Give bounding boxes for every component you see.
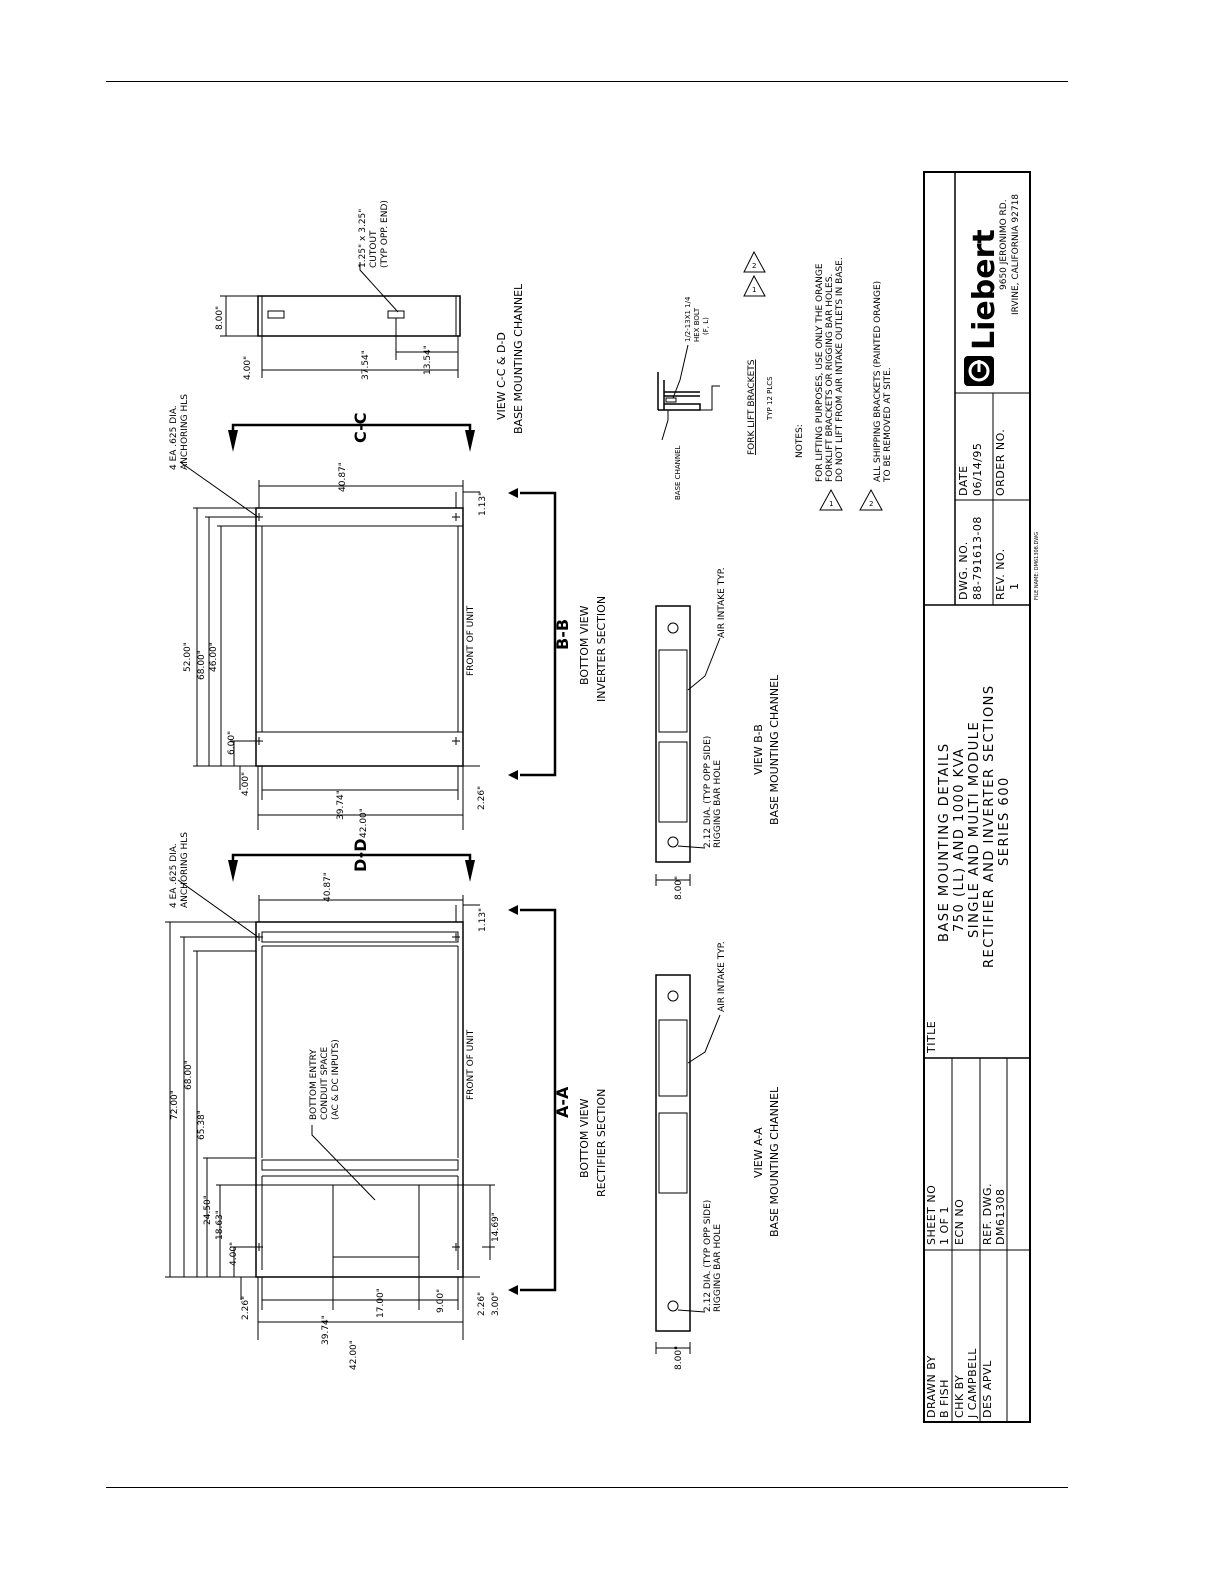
view-cc-subtitle: BASE MOUNTING CHANNEL [512,283,525,434]
view-aa [656,941,781,1370]
cutout-label-3: (TYP OPP. END) [380,200,390,268]
conduit-space [333,1185,419,1257]
company-address-1: 9650 JERONIMO RD. [999,199,1009,290]
aa-air-label: AIR INTAKE TYP. [717,941,727,1012]
inv-dim-52: 52.00" [183,642,193,672]
notes-heading: NOTES: [795,424,805,458]
inv-dim-400: 4.00" [241,771,251,796]
rect-view-subtitle: RECTIFIER SECTION [595,1088,608,1197]
fork-tri-1: 1 [752,286,757,294]
anchor-label-inv-2: ANCHORING HLS [180,394,190,470]
anchor-label-inv-1: 4 EA .625 DIA. [169,405,179,470]
cc-dim-3754: 37.54" [361,350,371,380]
drawn-by-label: DRAWN BY [925,1355,938,1418]
rev-no-label: REV. NO. [994,548,1007,600]
section-line-cc [228,413,475,453]
bolt-label-3: (F, L) [702,317,710,335]
inv-dim-68: 68.00" [197,650,207,680]
liebert-logo [964,194,1021,386]
inv-dim-46: 46.00" [209,642,219,672]
inv-view-title: BOTTOM VIEW [578,605,591,685]
chk-by-value: J CAMPBELL [966,1348,979,1418]
view-cc-dd [215,200,525,434]
bolt-label-1: 1/2-13X1 1/4 [684,296,692,342]
cc-dim-800: 8.00" [215,305,225,330]
bb-air-label: AIR INTAKE TYP. [717,567,727,638]
note-1-line-2: FORKLIFT BRACKETS OR RIGGING BAR HOLES. [825,273,835,482]
view-aa-title: VIEW A-A [752,1127,765,1178]
air-intake-bb-2 [659,742,687,822]
rigging-hole-aa-2 [668,1301,678,1311]
rect-view-title: BOTTOM VIEW [578,1098,591,1178]
dim-1469: 14.69" [491,1212,501,1242]
dim-72: 72.00" [170,1090,180,1120]
dim-300: 3.00" [491,1291,501,1316]
anchor-label-rect-1: 4 EA .625 DIA. [169,843,179,908]
fork-tri-2: 2 [752,262,757,270]
inv-dim-113: 1.13" [478,491,488,516]
dwg-no-value: 88-791613-08 [971,516,984,600]
company-address-2: IRVINE, CALIFORNIA 92718 [1011,193,1021,315]
title-line-2: 750 (LL) AND 1000 KVA [952,747,967,932]
sheet-no-value: 1 OF 1 [938,1206,951,1245]
sheet-no-label: SHEET NO [925,1184,938,1245]
dim-1700: 17.00" [376,1288,386,1318]
dim-3974: 39.74" [321,1315,331,1345]
view-bb-title: VIEW B-B [752,724,765,775]
des-apvl-label: DES APVL [981,1360,994,1418]
drawn-by-value: B FISH [938,1379,951,1418]
fork-lift-detail [658,252,774,500]
aa-rig-label-2: RIGGING BAR HOLE [713,1223,723,1312]
chk-by-label: CHK BY [953,1374,966,1418]
bb-rig-label-1: 2.12 DIA. (TYP OPP SIDE) [703,735,713,848]
dim-226-left: 2.26" [241,1295,251,1320]
air-intake-bb-1 [659,650,687,732]
dim-4200: 42.00" [349,1340,359,1370]
front-of-unit-rect: FRONT OF UNIT [466,1029,476,1100]
aa-rig-label-1: 2.12 DIA. (TYP OPP SIDE) [703,1199,713,1312]
section-label-aa: A-A [553,1086,572,1118]
title-line-1: BASE MOUNTING DETAILS [937,742,952,942]
bb-dim-800: 8.00" [674,875,684,900]
conduit-label-1: BOTTOM ENTRY [309,1049,319,1120]
inv-dim-226: 2.26" [477,785,487,810]
fork-lift-title: FORK LIFT BRACKETS [747,359,757,455]
note-1-line-3: DO NOT LIFT FROM AIR INTAKE OUTLETS IN BASE. [835,257,845,482]
front-of-unit-inv: FRONT OF UNIT [466,605,476,676]
inverter-bottom-view [169,394,608,838]
date-label: DATE [957,465,970,496]
dim-900: 9.00" [436,1288,446,1313]
air-intake-aa-1 [659,1020,687,1096]
dim-4087-rect: 40.87" [323,872,333,902]
section-line-bb [508,488,572,780]
title-label: TITLE [925,1020,938,1053]
aa-dim-800: 8.00" [674,1345,684,1370]
cc-dim-400: 4.00" [243,355,253,380]
inv-view-subtitle: INVERTER SECTION [595,595,608,702]
ref-dwg-label: REF. DWG. [981,1182,994,1245]
dwg-no-label: DWG. NO. [957,541,970,600]
anchor-label-rect-2: ANCHORING HLS [180,832,190,908]
view-aa-subtitle: BASE MOUNTING CHANNEL [768,1086,781,1237]
inv-dim-4087: 40.87" [338,462,348,492]
dim-6538: 65.38" [197,1110,207,1140]
dim-226-right: 2.26" [477,1291,487,1316]
bb-rig-label-2: RIGGING BAR HOLE [713,759,723,848]
view-bb [656,567,781,900]
section-line-aa [508,905,572,1295]
rigging-hole-aa-1 [668,991,678,1001]
ecn-no-label: ECN NO [953,1198,966,1245]
section-label-dd: D-D [351,838,370,872]
section-label-bb: B-B [553,618,572,650]
note-2-line-2: TO BE REMOVED AT SITE. [883,367,893,482]
inv-dim-3974: 39.74" [336,790,346,820]
cutout-2 [388,311,404,318]
section-line-dd [228,839,475,883]
view-cc-title: VIEW C-C & D-D [495,332,508,420]
title-line-4: RECTIFIER AND INVERTER SECTIONS [982,684,997,968]
note-1-number: 1 [829,500,834,508]
dim-1863: 18.63" [215,1210,225,1240]
base-channel-label: BASE CHANNEL [674,445,682,500]
company-name: Liebert [967,229,1002,350]
note-2-line-1: ALL SHIPPING BRACKETS (PAINTED ORANGE) [873,280,883,482]
title-line-5: SERIES 600 [997,776,1012,866]
order-no-label: ORDER NO. [994,428,1007,496]
cc-dim-1354: 13.54" [423,345,433,375]
view-bb-subtitle: BASE MOUNTING CHANNEL [768,674,781,825]
conduit-label-2: CONDUIT SPACE [320,1046,330,1120]
bolt-label-2: HEX BOLT [693,307,701,342]
dim-2450: 24.50" [203,1195,213,1225]
fork-lift-typ: TYP 12 PLCS [766,376,774,420]
note-2-number: 2 [869,500,874,508]
note-1-line-1: FOR LIFTING PURPOSES, USE ONLY THE ORANGE [815,263,825,482]
rigging-hole-bb-1 [668,623,678,633]
dim-68: 68.00" [184,1060,194,1090]
inv-dim-600: 6.00" [227,730,237,755]
cutout-1 [268,311,284,318]
cutout-label-2: CUTOUT [369,230,379,268]
notes [795,257,893,510]
cutout-label-1: 1.25" x 3.25" [358,208,368,268]
section-label-cc: C-C [351,412,370,443]
air-intake-aa-2 [659,1113,687,1193]
dim-113-rect: 1.13" [478,907,488,932]
conduit-label-3: (AC & DC INPUTS) [331,1039,341,1120]
inv-dim-4200: 42.00" [359,808,369,838]
rev-no-value: 1 [1008,582,1021,590]
title-line-3: SINGLE AND MULTI MODULE [967,720,982,938]
rigging-hole-bb-2 [668,837,678,847]
dim-400-rect: 4.00" [229,1241,239,1266]
ref-dwg-value: DM61308 [994,1188,1007,1245]
date-value: 06/14/95 [971,442,984,496]
file-name: FILE NAME: DM61308.DWG [1034,531,1040,600]
